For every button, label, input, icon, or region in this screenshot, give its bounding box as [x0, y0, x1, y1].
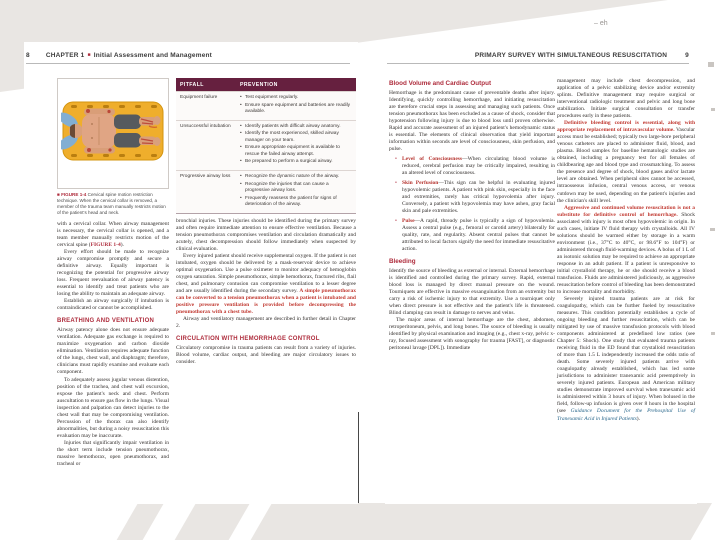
spine-board-figure-image [61, 82, 165, 180]
prevention-item: • Frequently reassess the patient for signs of deterioration of the airway. [240, 196, 352, 208]
prevention-cell [236, 171, 356, 214]
left-page-column-2 [176, 78, 356, 366]
cropped-text-fragment: – eh [594, 20, 608, 27]
edge-artifact [711, 332, 715, 335]
figure-caption-text: Cervical spine motion restriction technique. When the cervical collar is removed, a member of the trauma team manually restricts motion of the patient's head and neck. [57, 192, 166, 215]
header-square-glyph: ■ [87, 52, 91, 58]
pitfall-cell: Progressive airway loss [176, 171, 236, 214]
prevention-item: • Be prepared to perform a surgical airway. [240, 159, 352, 165]
edge-artifact [710, 228, 715, 231]
chapter-label: CHAPTER 1 [45, 52, 85, 59]
body-paragraph: management may include chest decompression, and application of a pelvic stabilizing device and/or extremity splints. Definitive management may require surgical or interventional radiologic treatment and pelvic and long bone stabilization. Initiate surgical consultation or transfer procedures early in these patients. [557, 78, 695, 120]
bullet-term: Skin Perfusion [402, 179, 439, 186]
bullet-item-level-of-consciousness: • Level of Consciousness—When circulating blood volume is reduced, cerebral perfusion may be critically impaired, resulting in an altered level of consciousness. [394, 156, 555, 177]
table-row [176, 120, 356, 170]
body-paragraph: with a cervical collar. When airway management is necessary, the cervical collar is opened, and a team member manually restricts motion of the cervical spine (FIGURE 1-4). [57, 220, 169, 248]
left-page-number: 8 [26, 52, 30, 59]
red-emphasis-text: Aggressive and continued volume resuscitation is not a substitute for definitive control of hemorrhage. [557, 204, 695, 218]
right-book-page [385, 42, 697, 504]
pitfall-cell: Unsuccessful intubation [176, 120, 236, 170]
body-paragraph: Airway and ventilatory management are described in further detail in Chapter 2. [176, 316, 356, 330]
body-paragraph: Every injured patient should receive supplemental oxygen. If the patient is not intubated, oxygen should be delivered by a mask-reservoir device to achieve optimal oxygenation. Use a pulse oximeter to monitor adequacy of hemoglobin oxygen saturation. Simple pneumothorax, simple hemothorax, fractured ribs, flail chest, and pulmonary contusion can compromise ventilation to a lesser degree and are usually identified during the secondary survey. A simple pneumothorax can be converted to a tension pneumothorax when a patient is intubated and positive pressure ventilation is provided before decompressing the pneumothorax with a chest tube. [176, 252, 356, 316]
bottom-band-stripe [117, 503, 164, 540]
right-page-column-1 [389, 78, 555, 352]
body-paragraph: Aggressive and continued volume resuscitation is not a substitute for definitive control of hemorrhage. Shock associated with injury is most often hypovolemic in origin. In such cases, initiate IV fluid therapy with crystalloids. All IV solutions should be warmed either by storage in a warm environment (i.e., 37°C to 40°C, or 98.6°F to 104°F) or administered through fluid-warming devices. A bolus of 1 L of an isotonic solution may be required to achieve an appropriate response in an adult patient. If a patient is unresponsive to initial crystalloid therapy, he or she should receive a blood transfusion. Fluids are administered judiciously, as aggressive resuscitation before control of bleeding has been demonstrated to increase mortality and morbidity. [557, 204, 696, 295]
chapter-title: Initial Assessment and Management [93, 52, 213, 59]
figure-caption-marker: ■ [57, 192, 60, 197]
section-title: PRIMARY SURVEY WITH SIMULTANEOUS RESUSCITATION [474, 52, 668, 59]
left-page-column-1 [57, 78, 169, 468]
pitfall-column-header: PITFALL [176, 78, 236, 92]
bottom-band-stripe [175, 503, 250, 540]
right-running-header [387, 52, 689, 64]
subsection-heading-bleeding: Bleeding [389, 257, 416, 265]
bottom-band-stripe [251, 503, 712, 540]
pitfall-prevention-table [176, 78, 356, 214]
edge-artifact [711, 108, 715, 111]
figure-1-4-frame [57, 78, 169, 189]
prevention-item: • Identify the most experienced, skilled airway manager on your team. [240, 131, 352, 143]
bullet-term: Level of Consciousness [402, 156, 463, 163]
body-paragraph: The major areas of internal hemorrhage are the chest, abdomen, retroperitoneum, pelvis, and long bones. The source of bleeding is usually identified by physical examination and imaging (e.g., chest x-ray, pelvic x-ray, focused assessment with sonography for trauma [FAST], or diagnostic peritoneal lavage [DPL]). Immediate [389, 316, 555, 352]
bullet-item-skin-perfusion: • Skin Perfusion—This sign can be helpful in evaluating injured hypovolemic patients. A patient with pink skin, especially in the face and extremities, rarely has critical hypovolemia after injury. Conversely, a patient with hypovolemia may have ashen, gray facial skin and pale extremities. [394, 180, 555, 215]
prevention-item: • Test equipment regularly. [240, 95, 352, 101]
right-page-number: 9 [685, 52, 689, 59]
prevention-column-header: PREVENTION [236, 78, 356, 92]
prevention-item: • Recognize the injuries that can cause a progressive airway loss. [240, 182, 352, 194]
left-running-header [26, 52, 350, 64]
figure-reference: FIGURE 1-4 [90, 241, 121, 248]
section-heading-circulation: CIRCULATION WITH HEMORRHAGE CONTROL [176, 336, 320, 343]
figure-caption-label: FIGURE 1-4 [61, 192, 87, 197]
subsection-heading-blood-volume: Blood Volume and Cardiac Output [389, 80, 492, 87]
body-paragraph: Injuries that significantly impair ventilation in the short term include tension pneumothorax, massive hemothorax, open pneumothorax, and tracheal or [57, 439, 169, 467]
table-row [176, 171, 356, 214]
body-paragraph: To adequately assess jugular venous distention, position of the trachea, and chest wall excursion, expose the patient's neck and chest. Perform auscultation to ensure gas flow in the lungs. Visual inspection and palpation can detect injuries to the chest wall that may be compromising ventilation. Percussion of the thorax can also identify abnormalities, but during a noisy resuscitation this evaluation may be inaccurate. [57, 376, 169, 439]
body-paragraph: Definitive bleeding control is essential, along with appropriate replacement of intravascular volume. Vascular access must be established; typically two large-bore peripheral venous catheters are placed to administer fluid, blood, and plasma. Blood samples for baseline hematologic studies are obtained, including a pregnancy test for all females of childbearing age and blood type and crossmatching. To assess the presence and degree of shock, blood gases and/or lactate level are obtained. When peripheral sites cannot be accessed, intraosseous infusion, central venous access, or venous cutdown may be used, depending on the patient's injuries and the clinician's skill level. [557, 120, 695, 204]
pitfall-cell: Equipment failure [176, 92, 236, 121]
body-paragraph: Airway patency alone does not ensure adequate ventilation. Adequate gas exchange is required to maximize oxygenation and carbon dioxide elimination. Ventilation requires adequate function of the lungs, chest wall, and diaphragm; therefore, clinicians must rapidly examine and evaluate each component. [57, 327, 169, 376]
bullet-item-pulse: • Pulse—A rapid, thready pulse is typically a sign of hypovolemia. Assess a central pulse (e.g., femoral or carotid artery) bilaterally for quality, rate, and regularity. Absent central pulses that cannot be attributed to local factors signify the need for immediate resuscitative action. [394, 218, 555, 253]
body-paragraph: Hemorrhage is the predominant cause of preventable deaths after injury. Identifying, quickly controlling hemorrhage, and initiating resuscitation are therefore crucial steps in assessing and managing such patients. Once tension pneumothorax has been excluded as a cause of shock, consider that hypotension following injury is due to blood loss until proven otherwise. Rapid and accurate assessment of an injured patient's hemodynamic status is essential. The elements of clinical observation that yield important information within seconds are level of consciousness, skin perfusion, and pulse. [389, 90, 555, 153]
body-paragraph: bronchial injuries. These injuries should be identified during the primary survey and often require immediate attention to ensure effective ventilation. Because a tension pneumothorax compromises ventilation and circulation dramatically and acutely, chest decompression should follow immediately when suspected by clinical evaluation. [176, 217, 356, 252]
edge-artifact [708, 62, 714, 67]
red-emphasis-text: Definitive bleeding control is essential, along with appropriate replacement of intravascular volume. [557, 120, 695, 134]
body-paragraph: Severely injured trauma patients are at risk for coagulopathy, which can be further fueled by resuscitative measures. This condition potentially establishes a cycle of ongoing bleeding and further resuscitation, which can be mitigated by use of massive transfusion protocols with blood components administered at predefined low ratios (see Chapter 5: Shock). One study that evaluated trauma patients receiving fluid in the ED found that crystalloid resuscitation of more than 1.5 L independently increased the odds ratio of death. Some severely injured patients arrive with coagulopathy already established, which has led some jurisdictions to administer tranexamic acid preemptively in severely injured patients. European and American military studies demonstrate improved survival when tranexamic acid is administered within 3 hours of injury. When bolused in the field, follow-up infusion is given over 8 hours in the hospital (see Guidance Document for the Prehospital Use of Tranexamic Acid in Injured Patients). [557, 295, 695, 422]
body-paragraph: Identify the source of bleeding as external or internal. External hemorrhage is identified and controlled during the primary survey. Rapid, external blood loss is managed by direct manual pressure on the wound. Tourniquets are effective in massive exsanguination from an extremity but carry a risk of ischemic injury to that extremity. Use a tourniquet only when direct pressure is not effective and the patient's life is threatened. Blind clamping can result in damage to nerves and veins. [389, 267, 555, 316]
prevention-item: • Recognize the dynamic nature of the airway. [240, 174, 352, 180]
right-page-column-2 [557, 78, 695, 423]
bullet-term: Pulse [402, 217, 415, 224]
left-book-page [24, 42, 358, 504]
patient-pants [114, 115, 141, 130]
table-row [176, 92, 356, 121]
prevention-item: • Ensure spare equipment and batteries are readily available. [240, 103, 352, 115]
body-paragraph: Circulatory compromise in trauma patients can result from a variety of injuries. Blood volume, cardiac output, and bleeding are major circulatory issues to consider. [176, 345, 356, 366]
body-paragraph: Every effort should be made to recognize airway compromise promptly and secure a definitive airway. Equally important is recognizing the potential for progressive airway loss. Frequent reevaluation of airway patency is essential to identify and treat patients who are losing the ability to maintain an adequate airway. [57, 249, 169, 298]
guidance-document-reference: Guidance Document for the Prehospital Use of Tranexamic Acid in Injured Patients [557, 408, 695, 422]
red-emphasis-text: A simple pneumothorax can be converted to a tension pneumothorax when a patient is intubated and positive pressure ventilation is provided before decompressing the pneumothorax with a chest tube. [176, 288, 356, 316]
section-heading-breathing: BREATHING AND VENTILATION [57, 318, 155, 325]
prevention-item: • Identify patients with difficult airway anatomy. [240, 124, 352, 130]
prevention-cell [236, 92, 356, 121]
body-paragraph: Establish an airway surgically if intubation is contraindicated or cannot be accomplished. [57, 298, 169, 312]
prevention-cell [236, 120, 356, 170]
figure-caption [57, 192, 169, 216]
bottom-band-decoration [0, 503, 720, 540]
table-header-row [176, 78, 356, 92]
prevention-item: • Ensure appropriate equipment is available to rescue the failed airway attempt. [240, 145, 352, 157]
